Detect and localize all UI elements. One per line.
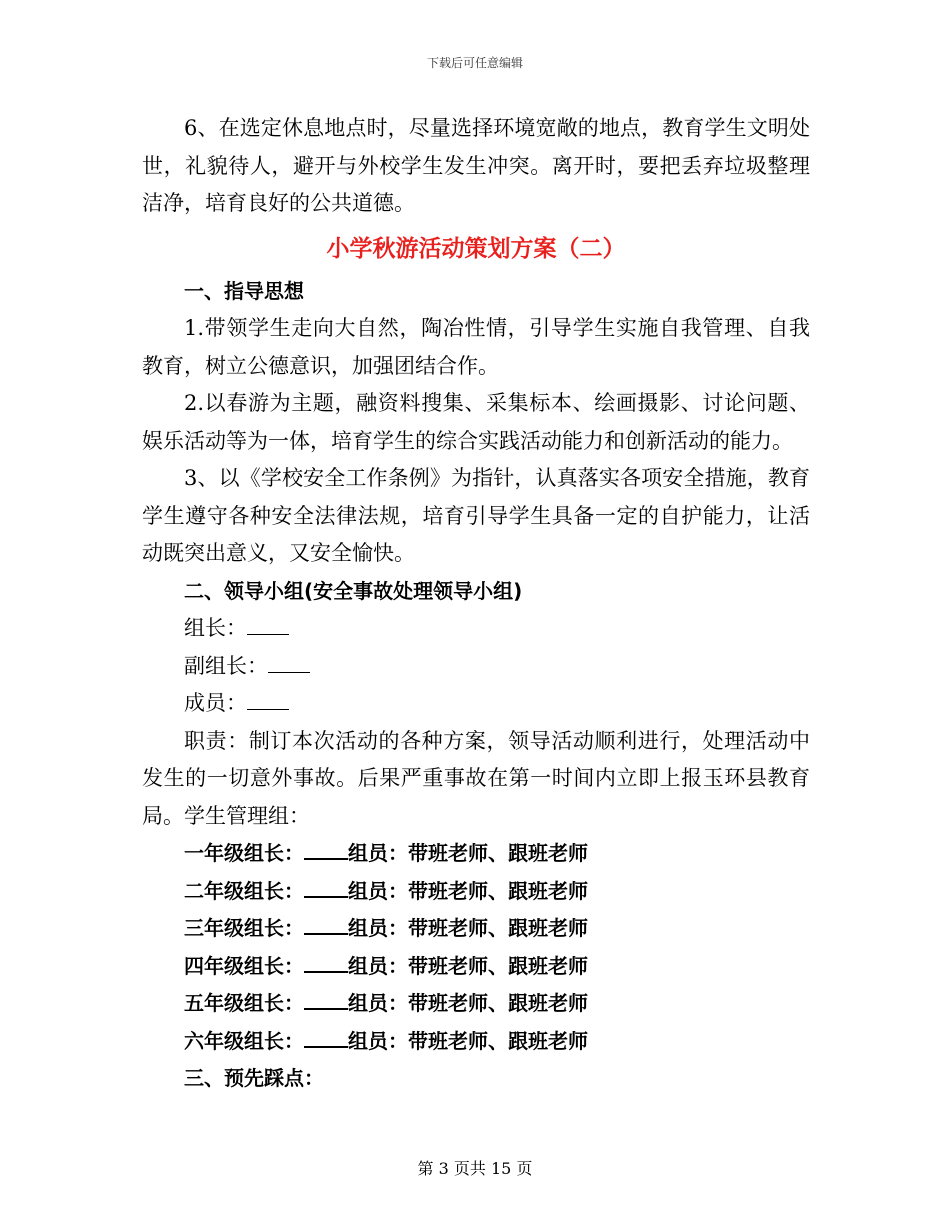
- grade-row: [142, 948, 810, 986]
- grade-label: 四年级组长：: [184, 953, 304, 978]
- grade-blank: [304, 840, 348, 860]
- grade-members: 组员：带班老师、跟班老师: [348, 953, 588, 978]
- section-1-item-3: 3、以《学校安全工作条例》为指针，认真落实各项安全措施，教育学生遵守各种安全法律法规，培育引导学生具备一定的自护能力，让活动既突出意义，又安全愉快。: [142, 466, 810, 565]
- section-2-heading: 二、领导小组(安全事故处理领导小组): [184, 578, 523, 603]
- grade-members: 组员：带班老师、跟班老师: [348, 916, 588, 940]
- grade-label: 三年级组长：: [184, 916, 304, 940]
- grade-row: [142, 985, 810, 1023]
- leader-label: 组长：: [184, 616, 247, 640]
- member-label: 成员：: [184, 691, 247, 715]
- member-line: [142, 685, 810, 723]
- grade-members: 组员：带班老师、跟班老师: [348, 878, 588, 903]
- document-title: 小学秋游活动策划方案（二）: [326, 235, 626, 262]
- grade-row: [142, 910, 810, 948]
- deputy-blank: [268, 654, 310, 673]
- grade-row: [142, 835, 810, 873]
- grade-blank: [304, 878, 348, 898]
- grade-label: 二年级组长：: [184, 878, 304, 903]
- leader-line: [142, 610, 810, 648]
- header-note: 下载后可任意编辑: [426, 56, 523, 70]
- deputy-line: [142, 648, 810, 686]
- grade-members: 组员：带班老师、跟班老师: [348, 991, 588, 1015]
- section-1-item-2: 2.以春游为主题，融资料搜集、采集标本、绘画摄影、讨论问题、娱乐活动等为一体，培育学生的综合实践活动能力和创新活动的能力。: [142, 391, 810, 453]
- member-blank: [247, 691, 289, 710]
- duty-paragraph: 职责：制订本次活动的各种方案，领导活动顺利进行，处理活动中发生的一切意外事故。后果严重事故在第一时间内立即上报玉环县教育局。学生管理组：: [142, 728, 810, 828]
- deputy-label: 副组长：: [184, 653, 268, 678]
- grade-leader-list: [142, 835, 810, 1060]
- grade-blank: [304, 915, 348, 935]
- grade-label: 六年级组长：: [184, 1028, 304, 1053]
- section-1-item-1: 1.带领学生走向大自然，陶冶性情，引导学生实施自我管理、自我教育，树立公德意识，加强团结合作。: [142, 316, 810, 378]
- grade-blank: [304, 990, 348, 1010]
- grade-row: [142, 873, 810, 911]
- grade-members: 组员：带班老师、跟班老师: [348, 841, 588, 865]
- section-3-heading: 三、预先踩点：: [184, 1066, 324, 1090]
- grade-label: 五年级组长：: [184, 991, 304, 1015]
- grade-blank: [304, 953, 348, 973]
- intro-paragraph: 6、在选定休息地点时，尽量选择环境宽敞的地点，教育学生文明处世，礼貌待人，避开与外校学生发生冲突。离开时，要把丢弃垃圾整理洁净，培育良好的公共道德。: [142, 116, 810, 215]
- grade-members: 组员：带班老师、跟班老师: [348, 1028, 588, 1053]
- page-footer: 第 3 页共 15 页: [417, 1159, 533, 1178]
- grade-label: 一年级组长：: [184, 841, 304, 865]
- document-body: [142, 110, 810, 1098]
- grade-blank: [304, 1028, 348, 1048]
- grade-row: [142, 1023, 810, 1061]
- section-1-heading: 一、指导思想: [184, 278, 304, 303]
- leader-blank: [247, 616, 289, 635]
